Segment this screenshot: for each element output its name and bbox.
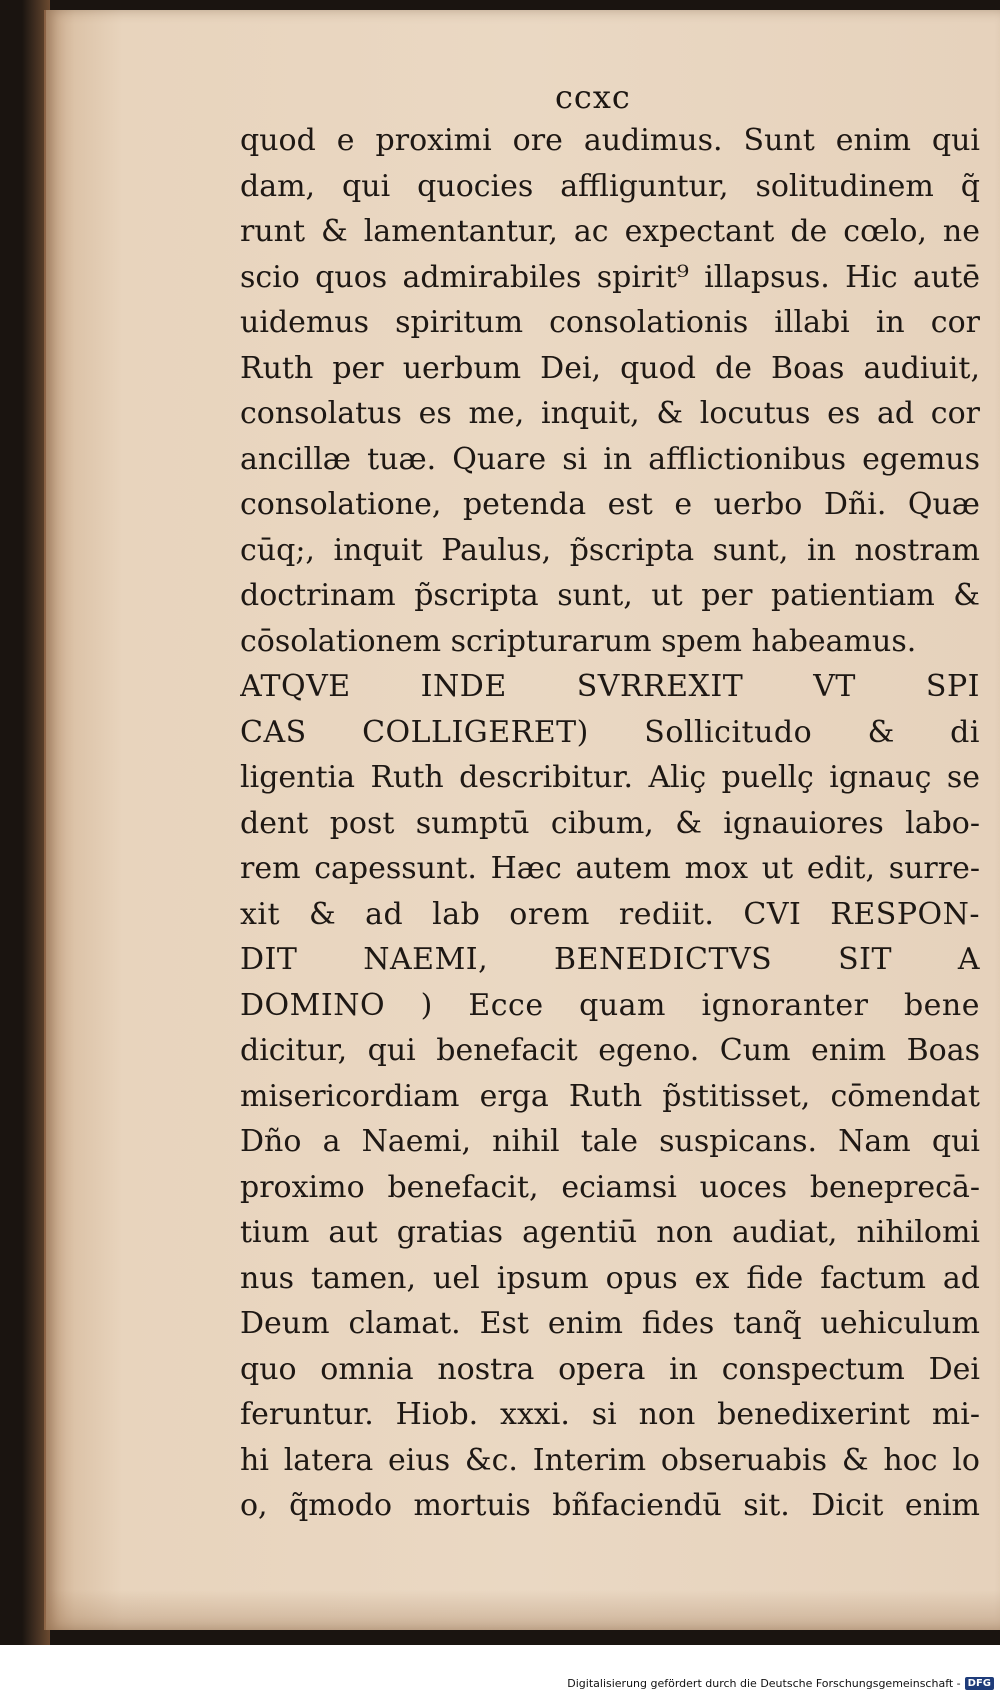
text-line: dicitur, qui benefacit egeno. Cum enim Boas [240, 1033, 980, 1068]
text-line: dent post sumptū cibum, & ignauiores labo- [240, 805, 980, 841]
text-line: scio quos admirabiles spirit⁹ illapsus. Hic autē [240, 259, 980, 295]
text-line: ligentia Ruth describitur. Aliç puellç ignauç se [240, 760, 980, 795]
text-line: feruntur. Hiob. xxxi. si non benedixerint mi- [240, 1397, 980, 1432]
text-line: DOMINO ) Ecce quam ignoranter bene [240, 987, 980, 1023]
text-line: runt & lamentantur, ac expectant de cœlo, ne [240, 214, 980, 249]
text-line: proximo benefacit, eciamsi uoces beneprecā- [240, 1169, 980, 1205]
text-line: cōsolationem scripturarum spem habeamus. [240, 623, 917, 659]
text-line: xit & ad lab orem rediit. CVI RESPON- [240, 896, 980, 932]
page-shadow [44, 1590, 1000, 1630]
text-line: CAS COLLIGERET) Sollicitudo & di [240, 714, 980, 750]
text-line: consolatus es me, inquit, & locutus es ad cor [240, 396, 980, 431]
text-line: quo omnia nostra opera in conspectum Dei [240, 1351, 980, 1387]
text-line: rem capessunt. Hæc autem mox ut edit, surre- [240, 851, 980, 886]
body-text [240, 118, 980, 1529]
text-line: hi latera eius &c. Interim obseruabis & hoc lo [240, 1442, 980, 1478]
text-line: Deum clamat. Est enim fides tanq̃ uehiculum [240, 1306, 980, 1341]
digitization-credit [567, 1677, 994, 1690]
page-number: ccxc [555, 78, 631, 116]
text-line: dam, qui quocies affliguntur, solitudinem q̃ [240, 168, 980, 204]
text-line: quod e proximi ore audimus. Sunt enim qui [240, 123, 980, 158]
text-line: tium aut gratias agentiū non audiat, nihilomi [240, 1215, 980, 1250]
text-line: consolatione, petenda est e uerbo Dñi. Quæ [240, 487, 980, 522]
text-line: cūq;, inquit Paulus, p̃scripta sunt, in nostram [240, 532, 980, 568]
text-line: Dño a Naemi, nihil tale suspicans. Nam qui [240, 1124, 980, 1159]
credit-text: Digitalisierung gefördert durch die Deutsche Forschungsgemeinschaft - [567, 1677, 961, 1690]
text-line: doctrinam p̃scripta sunt, ut per patientiam & [240, 578, 980, 613]
text-line: ancillæ tuæ. Quare si in afflictionibus egemus [240, 441, 980, 477]
text-line: DIT NAEMI, BENEDICTVS SIT A [240, 942, 980, 977]
text-line: ATQVE INDE SVRREXIT VT SPI [240, 669, 980, 704]
dfg-logo: DFG [965, 1677, 994, 1690]
text-line: nus tamen, uel ipsum opus ex fide factum ad [240, 1260, 980, 1296]
text-line: Ruth per uerbum Dei, quod de Boas audiuit, [240, 350, 980, 386]
text-line: o, q̃modo mortuis bñfaciendū sit. Dicit enim [240, 1488, 980, 1523]
text-line: uidemus spiritum consolationis illabi in cor [240, 305, 980, 340]
text-line: misericordiam erga Ruth p̃stitisset, cōmendat [240, 1078, 980, 1114]
